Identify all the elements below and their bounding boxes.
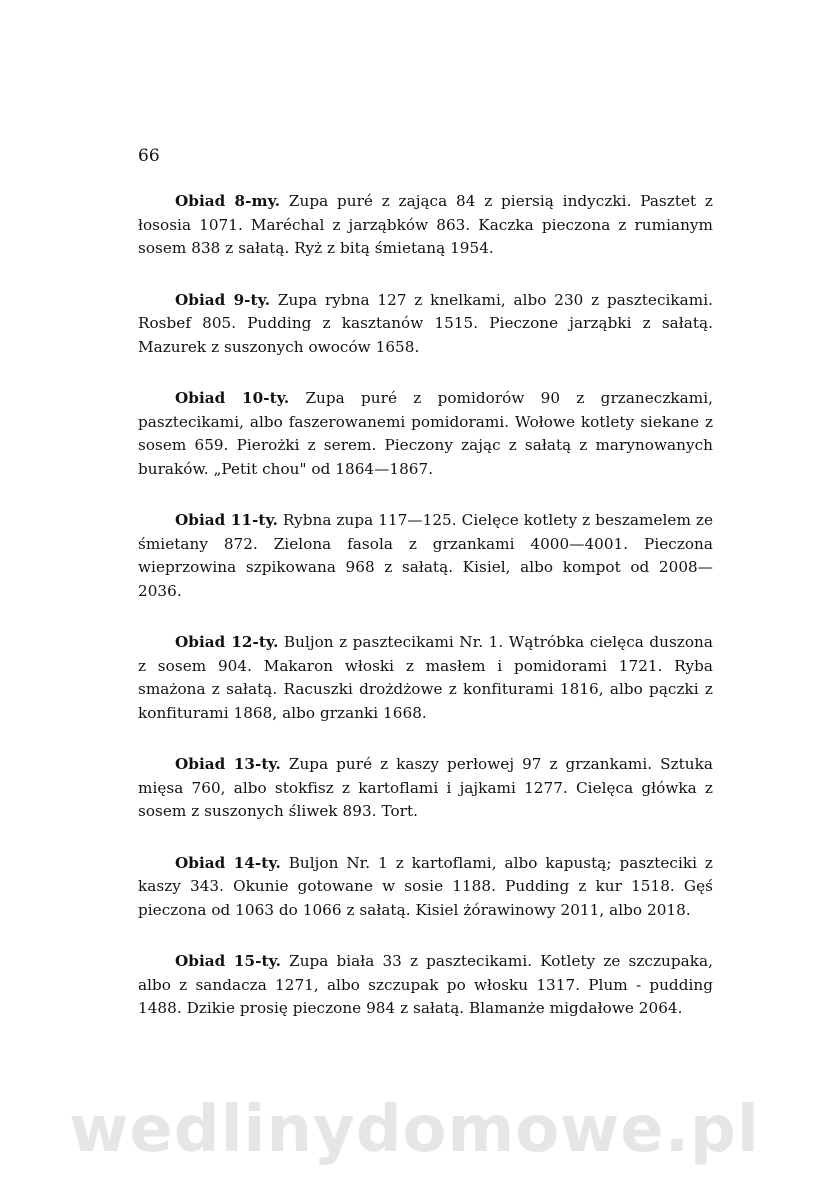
- entry-text: Zupa puré z zająca 84 z piersią indyczki. Pasztet z łososia 1071. Maréchal z jarząbków 863. Kaczka pieczona z rumianym sosem 838 z sałatą. Ryż z bitą śmietaną 1954.: [138, 192, 713, 257]
- menu-entry-14: [138, 852, 713, 923]
- entry-heading: Obiad 13-ty.: [175, 755, 281, 773]
- menu-entry-12: [138, 631, 713, 725]
- menu-entry-15: [138, 950, 713, 1021]
- watermark: wedlinydomowe.pl: [69, 1093, 760, 1167]
- entry-heading: Obiad 11-ty.: [175, 511, 278, 529]
- menu-list: [138, 190, 713, 1049]
- entry-heading: Obiad 14-ty.: [175, 853, 281, 872]
- entry-text: Zupa biała 33 z pasztecikami. Kotlety ze szczupaka, albo z sandacza 1271, albo szczupak po włosku 1317. Plum - pudding 1488. Dzikie prosię pieczone 984 z sałatą. Blamanże migdałowe 2064.: [138, 952, 713, 1017]
- entry-heading: Obiad 8-my.: [175, 192, 281, 210]
- entry-heading: Obiad 12-ty.: [175, 633, 279, 651]
- entry-text: Rybna zupa 117—125. Cielęce kotlety z beszamelem ze śmietany 872. Zielona fasola z grzankami 4000—4001. Pieczona wieprzowina szpikowana 968 z sałatą. Kisiel, albo kompot od 2008—2036.: [138, 511, 713, 600]
- menu-entry-8: [138, 190, 713, 261]
- entry-text: Zupa puré z pomidorów 90 z grzaneczkami, pasztecikami, albo faszerowanemi pomidorami. Wołowe kotlety siekane z sosem 659. Pierożki z serem. Pieczony zając z sałatą z marynowanych buraków. „Petit chou" od 1864—1867.: [138, 389, 713, 478]
- menu-entry-10: [138, 387, 713, 481]
- menu-entry-11: [138, 509, 713, 603]
- entry-heading: Obiad 10-ty.: [175, 389, 290, 407]
- entry-text: Buljon Nr. 1 z kartoflami, albo kapustą; paszteciki z kaszy 343. Okunie gotowane w sosie 1188. Pudding z kur 1518. Gęś pieczona od 1063 do 1066 z sałatą. Kisiel żórawinowy 2011, albo 2018.: [138, 853, 713, 919]
- entry-text: Zupa rybna 127 z knelkami, albo 230 z pasztecikami. Rosbef 805. Pudding z kasztanów 1515. Pieczone jarząbki z sałatą. Mazurek z suszonych owoców 1658.: [138, 290, 714, 356]
- entry-heading: Obiad 15-ty.: [175, 952, 281, 970]
- menu-entry-13: [138, 753, 713, 824]
- menu-entry-9: [138, 289, 713, 360]
- page-number: 66: [138, 146, 160, 166]
- entry-text: Zupa puré z kaszy perłowej 97 z grzankami. Sztuka mięsa 760, albo stokfisz z kartoflami i jajkami 1277. Cielęca główka z sosem z suszonych śliwek 893. Tort.: [138, 755, 713, 820]
- entry-text: Buljon z pasztecikami Nr. 1. Wątróbka cielęca duszona z sosem 904. Makaron włoski z masłem i pomidorami 1721. Ryba smażona z sałatą. Racuszki drożdżowe z konfiturami 1816, albo pączki z konfiturami 1868, albo grzanki 1668.: [138, 633, 713, 722]
- entry-heading: Obiad 9-ty.: [175, 290, 271, 309]
